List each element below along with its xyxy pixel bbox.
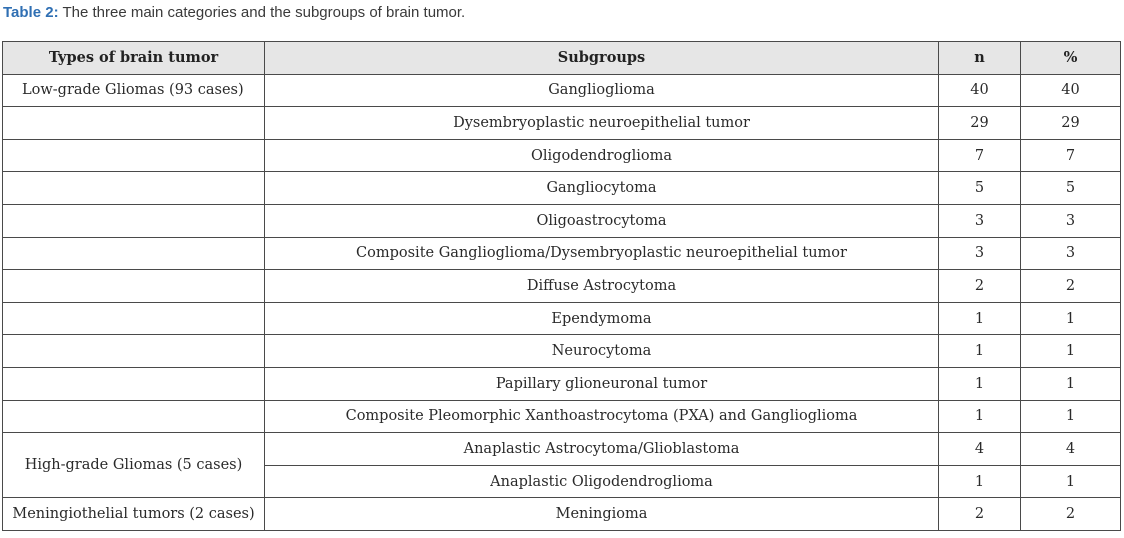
header-types: Types of brain tumor [3, 42, 265, 75]
n-cell: 4 [939, 433, 1021, 466]
table-row [3, 139, 1121, 172]
subgroup-cell: Anaplastic Oligodendroglioma [265, 465, 939, 498]
table-row [3, 302, 1121, 335]
percent-cell: 7 [1021, 139, 1121, 172]
subgroup-cell: Ependymoma [265, 302, 939, 335]
tumor-type-cell-empty [3, 400, 265, 433]
subgroup-cell: Composite Ganglioglioma/Dysembryoplastic neuroepithelial tumor [265, 237, 939, 270]
percent-cell: 2 [1021, 498, 1121, 531]
tumor-type-cell-empty [3, 107, 265, 140]
table-row [3, 335, 1121, 368]
table-row [3, 107, 1121, 140]
tumor-type-cell-empty [3, 172, 265, 205]
tumor-type-cell: Low-grade Gliomas (93 cases) [3, 74, 265, 107]
header-n: n [939, 42, 1021, 75]
n-cell: 1 [939, 400, 1021, 433]
n-cell: 1 [939, 335, 1021, 368]
percent-cell: 1 [1021, 465, 1121, 498]
n-cell: 2 [939, 270, 1021, 303]
n-cell: 1 [939, 465, 1021, 498]
subgroup-cell: Composite Pleomorphic Xanthoastrocytoma (PXA) and Ganglioglioma [265, 400, 939, 433]
header-subgroups: Subgroups [265, 42, 939, 75]
tumor-type-cell-empty [3, 335, 265, 368]
n-cell: 3 [939, 204, 1021, 237]
header-percent: % [1021, 42, 1121, 75]
n-cell: 3 [939, 237, 1021, 270]
subgroup-cell: Oligodendroglioma [265, 139, 939, 172]
subgroup-cell: Diffuse Astrocytoma [265, 270, 939, 303]
table-row [3, 270, 1121, 303]
subgroup-cell: Neurocytoma [265, 335, 939, 368]
n-cell: 40 [939, 74, 1021, 107]
brain-tumor-table [2, 41, 1121, 531]
n-cell: 1 [939, 302, 1021, 335]
table-caption [3, 4, 465, 21]
table-caption-text: The three main categories and the subgroups of brain tumor. [58, 4, 466, 21]
subgroup-cell: Ganglioglioma [265, 74, 939, 107]
percent-cell: 3 [1021, 237, 1121, 270]
table-header-row [3, 42, 1121, 75]
percent-cell: 2 [1021, 270, 1121, 303]
table-caption-label: Table 2: [3, 4, 59, 21]
tumor-type-cell-empty [3, 139, 265, 172]
table-row [3, 433, 1121, 466]
percent-cell: 29 [1021, 107, 1121, 140]
n-cell: 5 [939, 172, 1021, 205]
subgroup-cell: Meningioma [265, 498, 939, 531]
percent-cell: 3 [1021, 204, 1121, 237]
subgroup-cell: Anaplastic Astrocytoma/Glioblastoma [265, 433, 939, 466]
percent-cell: 1 [1021, 367, 1121, 400]
tumor-type-cell-empty [3, 302, 265, 335]
tumor-type-cell-empty [3, 270, 265, 303]
n-cell: 29 [939, 107, 1021, 140]
table-row [3, 498, 1121, 531]
n-cell: 2 [939, 498, 1021, 531]
subgroup-cell: Gangliocytoma [265, 172, 939, 205]
n-cell: 1 [939, 367, 1021, 400]
table-row [3, 74, 1121, 107]
percent-cell: 40 [1021, 74, 1121, 107]
percent-cell: 1 [1021, 335, 1121, 368]
tumor-type-cell: Meningiothelial tumors (2 cases) [3, 498, 265, 531]
subgroup-cell: Oligoastrocytoma [265, 204, 939, 237]
tumor-type-cell-empty [3, 367, 265, 400]
percent-cell: 4 [1021, 433, 1121, 466]
percent-cell: 1 [1021, 302, 1121, 335]
percent-cell: 1 [1021, 400, 1121, 433]
percent-cell: 5 [1021, 172, 1121, 205]
table-row [3, 237, 1121, 270]
tumor-type-cell: High-grade Gliomas (5 cases) [3, 433, 265, 498]
tumor-type-cell-empty [3, 237, 265, 270]
n-cell: 7 [939, 139, 1021, 172]
table-row [3, 367, 1121, 400]
subgroup-cell: Papillary glioneuronal tumor [265, 367, 939, 400]
table-row [3, 204, 1121, 237]
table-row [3, 172, 1121, 205]
table-row [3, 400, 1121, 433]
subgroup-cell: Dysembryoplastic neuroepithelial tumor [265, 107, 939, 140]
tumor-type-cell-empty [3, 204, 265, 237]
